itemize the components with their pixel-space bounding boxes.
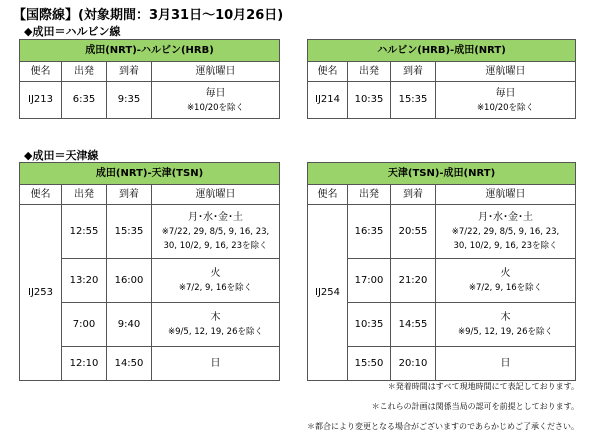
column-header-arrival: 到着	[107, 62, 152, 82]
column-header-arrival: 到着	[391, 185, 436, 205]
days-exception: ※9/5, 12, 19, 26を除く	[168, 327, 263, 337]
days-exception: 30, 10/2, 9, 16, 23を除く	[163, 241, 268, 251]
column-header-days: 運航曜日	[152, 62, 280, 82]
arrival-time: 21:20	[391, 259, 436, 303]
section-title-harbin: ◆成田＝ハルビン線	[24, 25, 121, 38]
days-label: 日	[210, 358, 221, 369]
column-header-flight: 便名	[308, 185, 348, 205]
column-header-days: 運航曜日	[436, 185, 576, 205]
departure-time: 12:10	[62, 347, 107, 381]
column-header-arrival: 到着	[391, 62, 436, 82]
operating-days	[152, 259, 280, 303]
flight-number: IJ213	[20, 82, 62, 119]
days-exception: 30, 10/2, 9, 16, 23を除く	[453, 241, 558, 251]
footnote-local-time: ＊発着時間はすべて現地時間にて表記しております。	[387, 382, 579, 391]
column-header-departure: 出発	[348, 185, 391, 205]
arrival-time: 20:55	[391, 205, 436, 259]
days-label: 毎日	[495, 87, 516, 99]
days-label: 木	[500, 312, 511, 323]
route-title: 成田(NRT)-ハルビン(HRB)	[20, 40, 280, 62]
days-label: 月･水･金･土	[188, 212, 243, 223]
days-exception: ※7/2, 9, 16を除く	[468, 283, 543, 293]
days-label: 毎日	[205, 87, 226, 99]
route-title: ハルビン(HRB)-成田(NRT)	[308, 40, 576, 62]
flight-number: IJ214	[308, 82, 348, 119]
departure-time: 12:55	[62, 205, 107, 259]
operating-days	[152, 205, 280, 259]
column-header-flight: 便名	[20, 62, 62, 82]
days-label: 月･水･金･土	[478, 212, 533, 223]
departure-time: 7:00	[62, 303, 107, 347]
arrival-time: 16:00	[107, 259, 152, 303]
timetable-tianjin-inbound	[307, 162, 576, 381]
column-header-departure: 出発	[348, 62, 391, 82]
operating-days	[436, 82, 576, 119]
column-header-arrival: 到着	[107, 185, 152, 205]
departure-time: 13:20	[62, 259, 107, 303]
departure-time: 15:50	[348, 347, 391, 381]
days-exception: ※10/20を除く	[186, 102, 245, 113]
operating-days	[152, 347, 280, 381]
footnote-changes: ＊都合により変更となる場合がございますのであらかじめご了承ください。	[307, 422, 579, 431]
days-exception: ※7/2, 9, 16を除く	[178, 283, 253, 293]
section-title-tianjin: ◆成田＝天津線	[24, 149, 99, 162]
timetable-tianjin-outbound	[19, 162, 280, 381]
column-header-days: 運航曜日	[436, 62, 576, 82]
operating-days	[436, 303, 576, 347]
days-label: 火	[500, 268, 511, 279]
days-exception: ※10/20を除く	[476, 102, 535, 113]
column-header-departure: 出発	[62, 185, 107, 205]
arrival-time: 9:40	[107, 303, 152, 347]
operating-days	[436, 205, 576, 259]
timetable-harbin-inbound	[307, 39, 576, 119]
days-label: 木	[210, 312, 221, 323]
arrival-time: 15:35	[107, 205, 152, 259]
days-label: 日	[500, 358, 511, 369]
arrival-time: 14:50	[107, 347, 152, 381]
page-title: 【国際線】(対象期間：3月31日〜10月26日)	[13, 8, 284, 23]
column-header-flight: 便名	[20, 185, 62, 205]
departure-time: 10:35	[348, 82, 391, 119]
route-title: 天津(TSN)-成田(NRT)	[308, 163, 576, 185]
departure-time: 16:35	[348, 205, 391, 259]
operating-days	[436, 259, 576, 303]
column-header-days: 運航曜日	[152, 185, 280, 205]
column-header-departure: 出発	[62, 62, 107, 82]
flight-number: IJ254	[308, 205, 348, 381]
days-exception: ※7/22, 29, 8/5, 9, 16, 23,	[161, 227, 270, 237]
footnote-approval: ＊これらの計画は関係当局の認可を前提としております。	[371, 402, 579, 411]
days-exception: ※7/22, 29, 8/5, 9, 16, 23,	[451, 227, 560, 237]
departure-time: 6:35	[62, 82, 107, 119]
operating-days	[152, 303, 280, 347]
days-label: 火	[210, 268, 221, 279]
arrival-time: 9:35	[107, 82, 152, 119]
flight-number: IJ253	[20, 205, 62, 381]
departure-time: 10:35	[348, 303, 391, 347]
timetable-harbin-outbound	[19, 39, 280, 119]
column-header-flight: 便名	[308, 62, 348, 82]
arrival-time: 15:35	[391, 82, 436, 119]
departure-time: 17:00	[348, 259, 391, 303]
operating-days	[152, 82, 280, 119]
arrival-time: 20:10	[391, 347, 436, 381]
operating-days	[436, 347, 576, 381]
days-exception: ※9/5, 12, 19, 26を除く	[458, 327, 553, 337]
route-title: 成田(NRT)-天津(TSN)	[20, 163, 280, 185]
arrival-time: 14:55	[391, 303, 436, 347]
